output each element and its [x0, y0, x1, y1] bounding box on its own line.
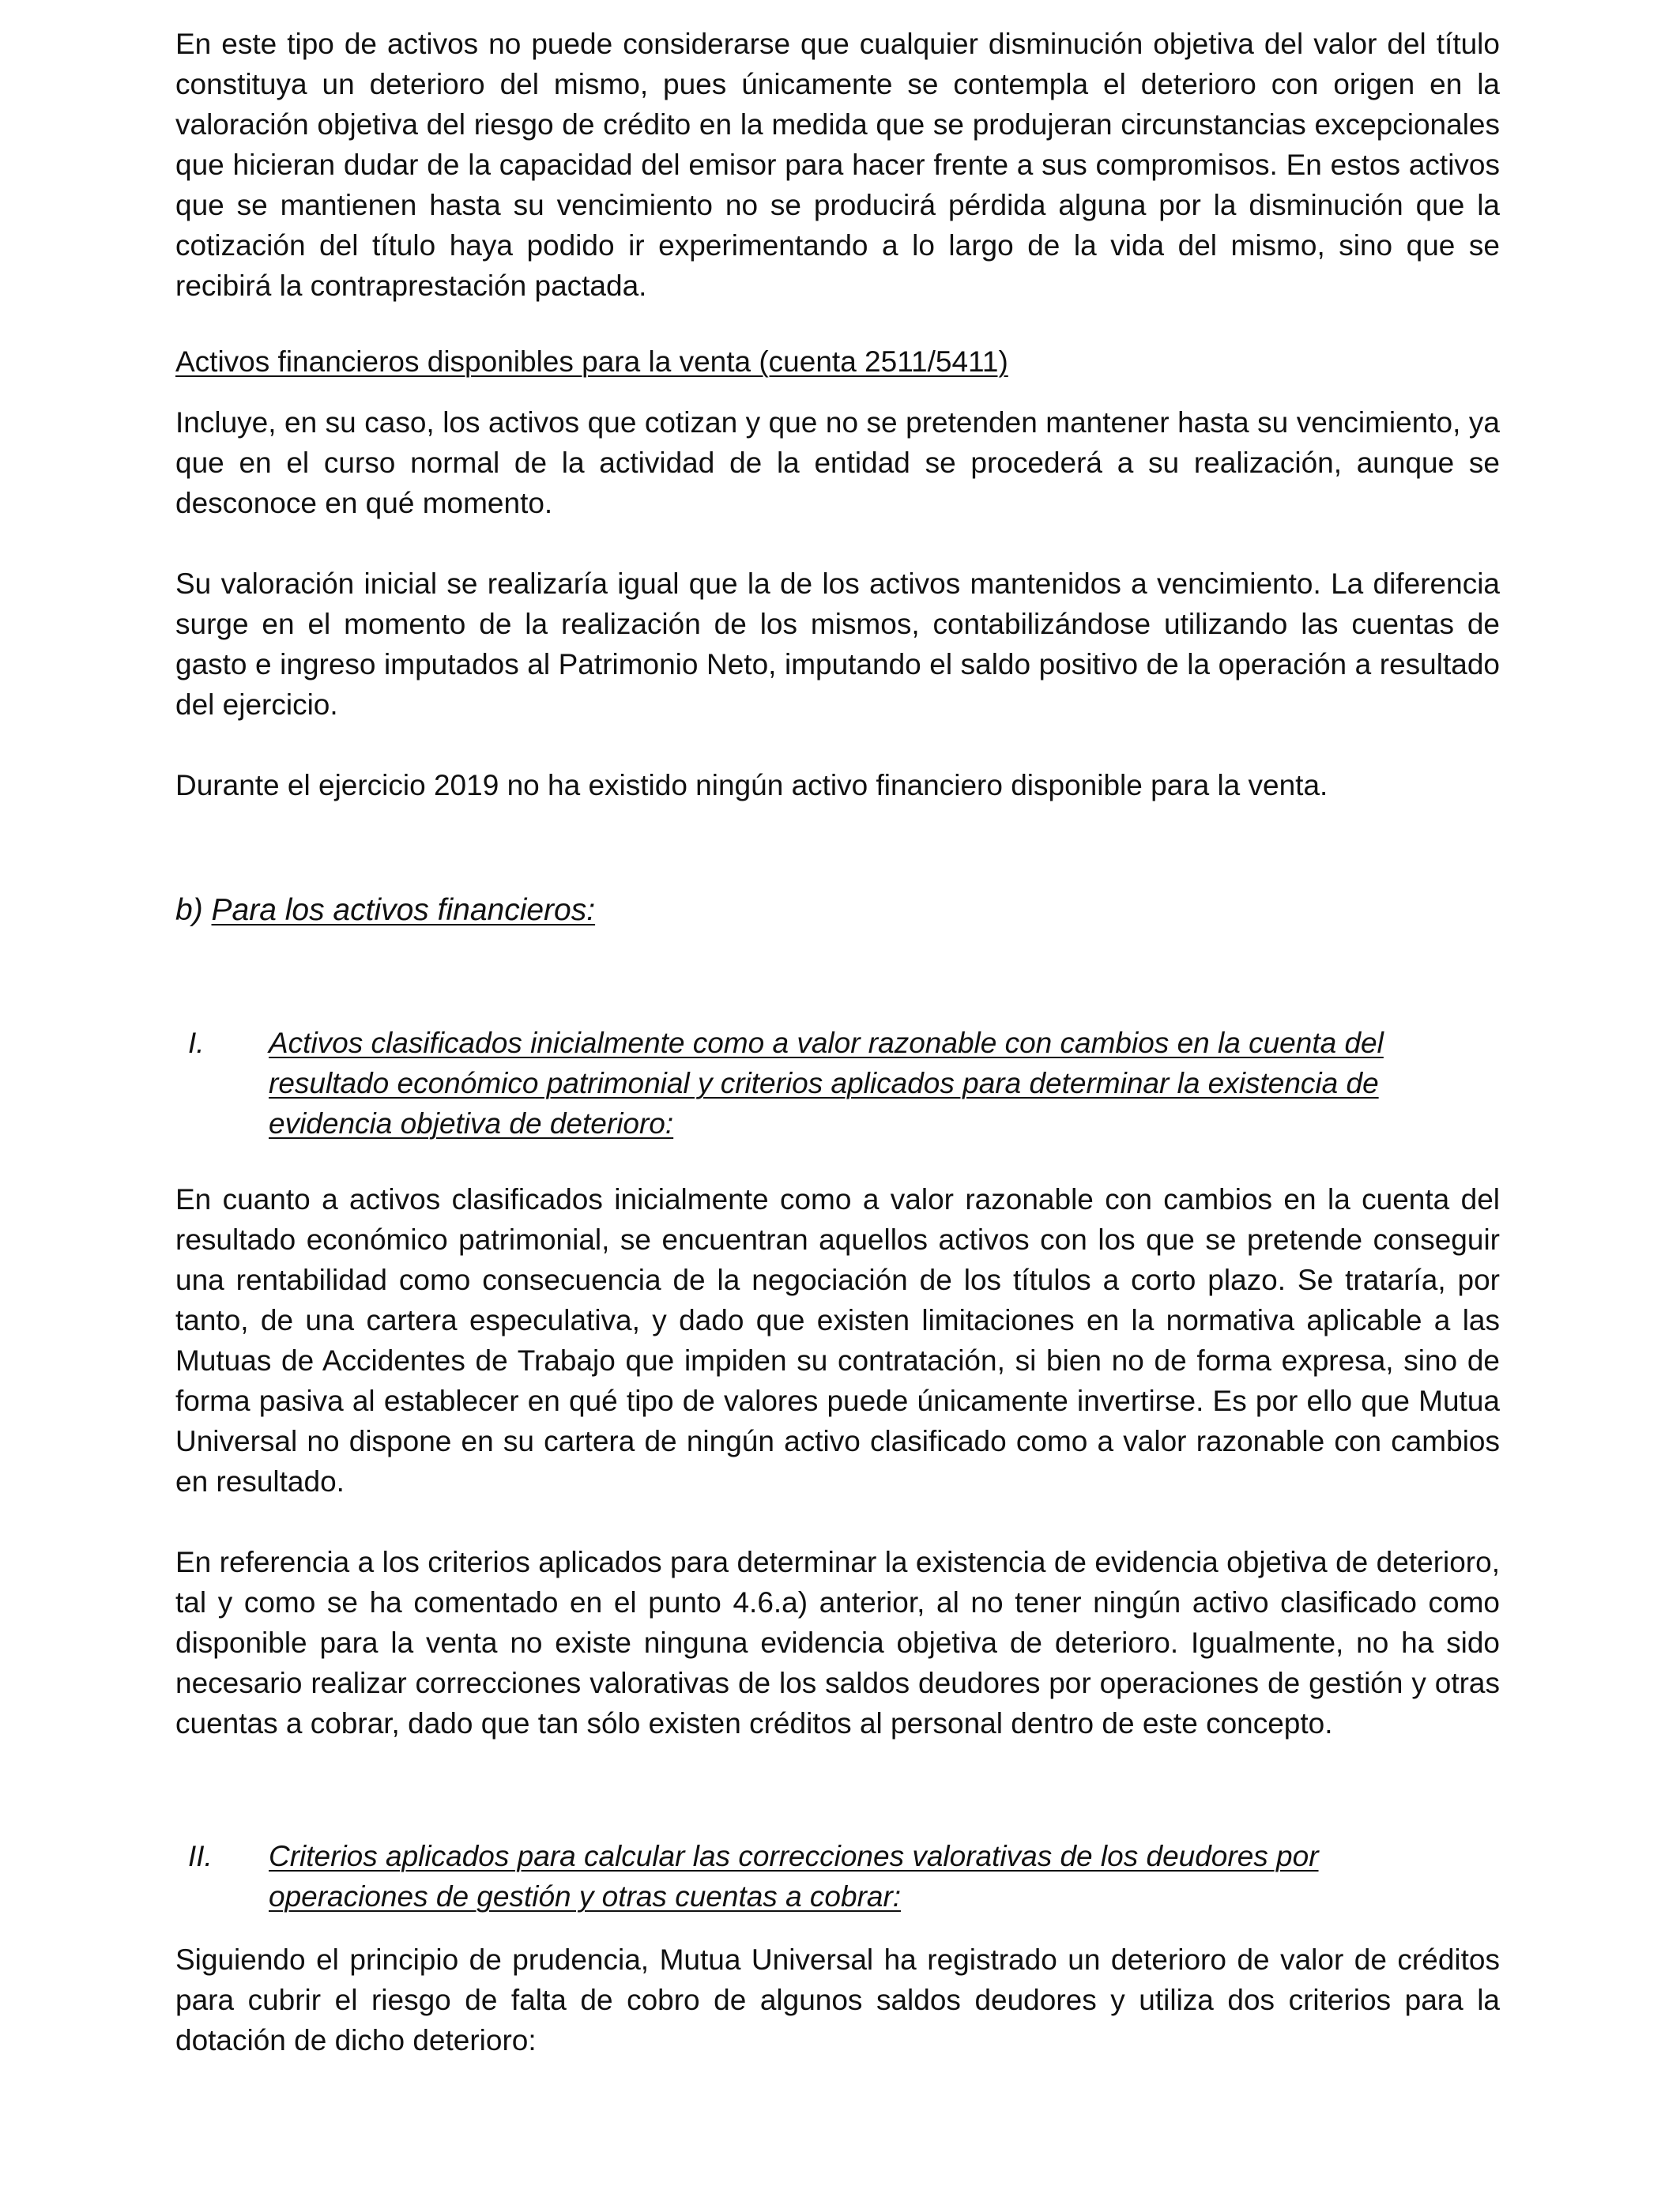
paragraph-ejercicio-2019: Durante el ejercicio 2019 no ha existido ningún activo financiero disponible para la venta.	[175, 769, 1328, 801]
list-item-i-number: I.	[188, 1027, 205, 1059]
list-item-ii-number: II.	[188, 1840, 213, 1872]
section-b-heading	[175, 890, 1500, 930]
document-page	[175, 24, 1500, 2060]
paragraph-valor-razonable: En cuanto a activos clasificados inicialmente como a valor razonable con cambios en la cuenta del resultado económico patrimonial, se encuentran aquellos activos con los que se pretende conseguir una rentabilidad como consecuencia de la negociación de los títulos a corto plazo. Se trataría, por tanto, de una cartera especulativa, y dado que existen limitaciones en la normativa aplicable a las Mutuas de Accidentes de Trabajo que impiden su contratación, si bien no de forma expresa, sino de forma pasiva al establecer en qué tipo de valores puede únicamente invertirse. Es por ello que Mutua Universal no dispone en su cartera de ningún activo clasificado como a valor razonable con cambios en resultado.	[175, 1183, 1500, 1498]
paragraph-valoracion-inicial: Su valoración inicial se realizaría igual que la de los activos mantenidos a vencimiento. La diferencia surge en el momento de la realización de los mismos, contabilizándose utilizando las cuentas de gasto e ingreso imputados al Patrimonio Neto, imputando el saldo positivo de la operación a resultado del ejercicio.	[175, 567, 1500, 721]
list-item-ii-title: Criterios aplicados para calcular las correcciones valorativas de los deudores por operaciones de gestión y otras cuentas a cobrar:	[269, 1840, 1319, 1913]
section-b-prefix: b)	[175, 893, 212, 927]
list-item-i	[175, 1023, 1500, 1144]
paragraph-deterioro-activos: En este tipo de activos no puede considerarse que cualquier disminución objetiva del valor del título constituya un deterioro del mismo, pues únicamente se contempla el deterioro con origen en la valoración objetiva del riesgo de crédito en la medida que se produjeran circunstancias excepcionales que hicieran dudar de la capacidad del emisor para hacer frente a sus compromisos. En estos activos que se mantienen hasta su vencimiento no se producirá pérdida alguna por la disminución que la cotización del título haya podido ir experimentando a lo largo de la vida del mismo, sino que se recibirá la contraprestación pactada.	[175, 28, 1500, 302]
list-item-ii	[175, 1836, 1500, 1917]
list-item-i-title: Activos clasificados inicialmente como a valor razonable con cambios en la cuenta del resultado económico patrimonial y criterios aplicados para determinar la existencia de evidencia objetiva de deterioro:	[269, 1027, 1384, 1140]
paragraph-incluye-activos: Incluye, en su caso, los activos que cotizan y que no se pretenden mantener hasta su vencimiento, ya que en el curso normal de la actividad de la entidad se procederá a su realización, aunque se desconoce en qué momento.	[175, 406, 1500, 519]
paragraph-principio-prudencia: Siguiendo el principio de prudencia, Mutua Universal ha registrado un deterioro de valor de créditos para cubrir el riesgo de falta de cobro de algunos saldos deudores y utiliza dos criterios para la dotación de dicho deterioro:	[175, 1943, 1500, 2056]
heading-activos-disponibles-venta	[175, 341, 1500, 382]
heading-activos-disponibles-venta-text: Activos financieros disponibles para la venta (cuenta 2511/5411)	[175, 345, 1008, 378]
section-b-title: Para los activos financieros:	[211, 893, 596, 927]
paragraph-evidencia-deterioro: En referencia a los criterios aplicados para determinar la existencia de evidencia objetiva de deterioro, tal y como se ha comentado en el punto 4.6.a) anterior, al no tener ningún activo clasificado como disponible para la venta no existe ninguna evidencia objetiva de deterioro. Igualmente, no ha sido necesario realizar correcciones valorativas de los saldos deudores por operaciones de gestión y otras cuentas a cobrar, dado que tan sólo existen créditos al personal dentro de este concepto.	[175, 1546, 1500, 1740]
